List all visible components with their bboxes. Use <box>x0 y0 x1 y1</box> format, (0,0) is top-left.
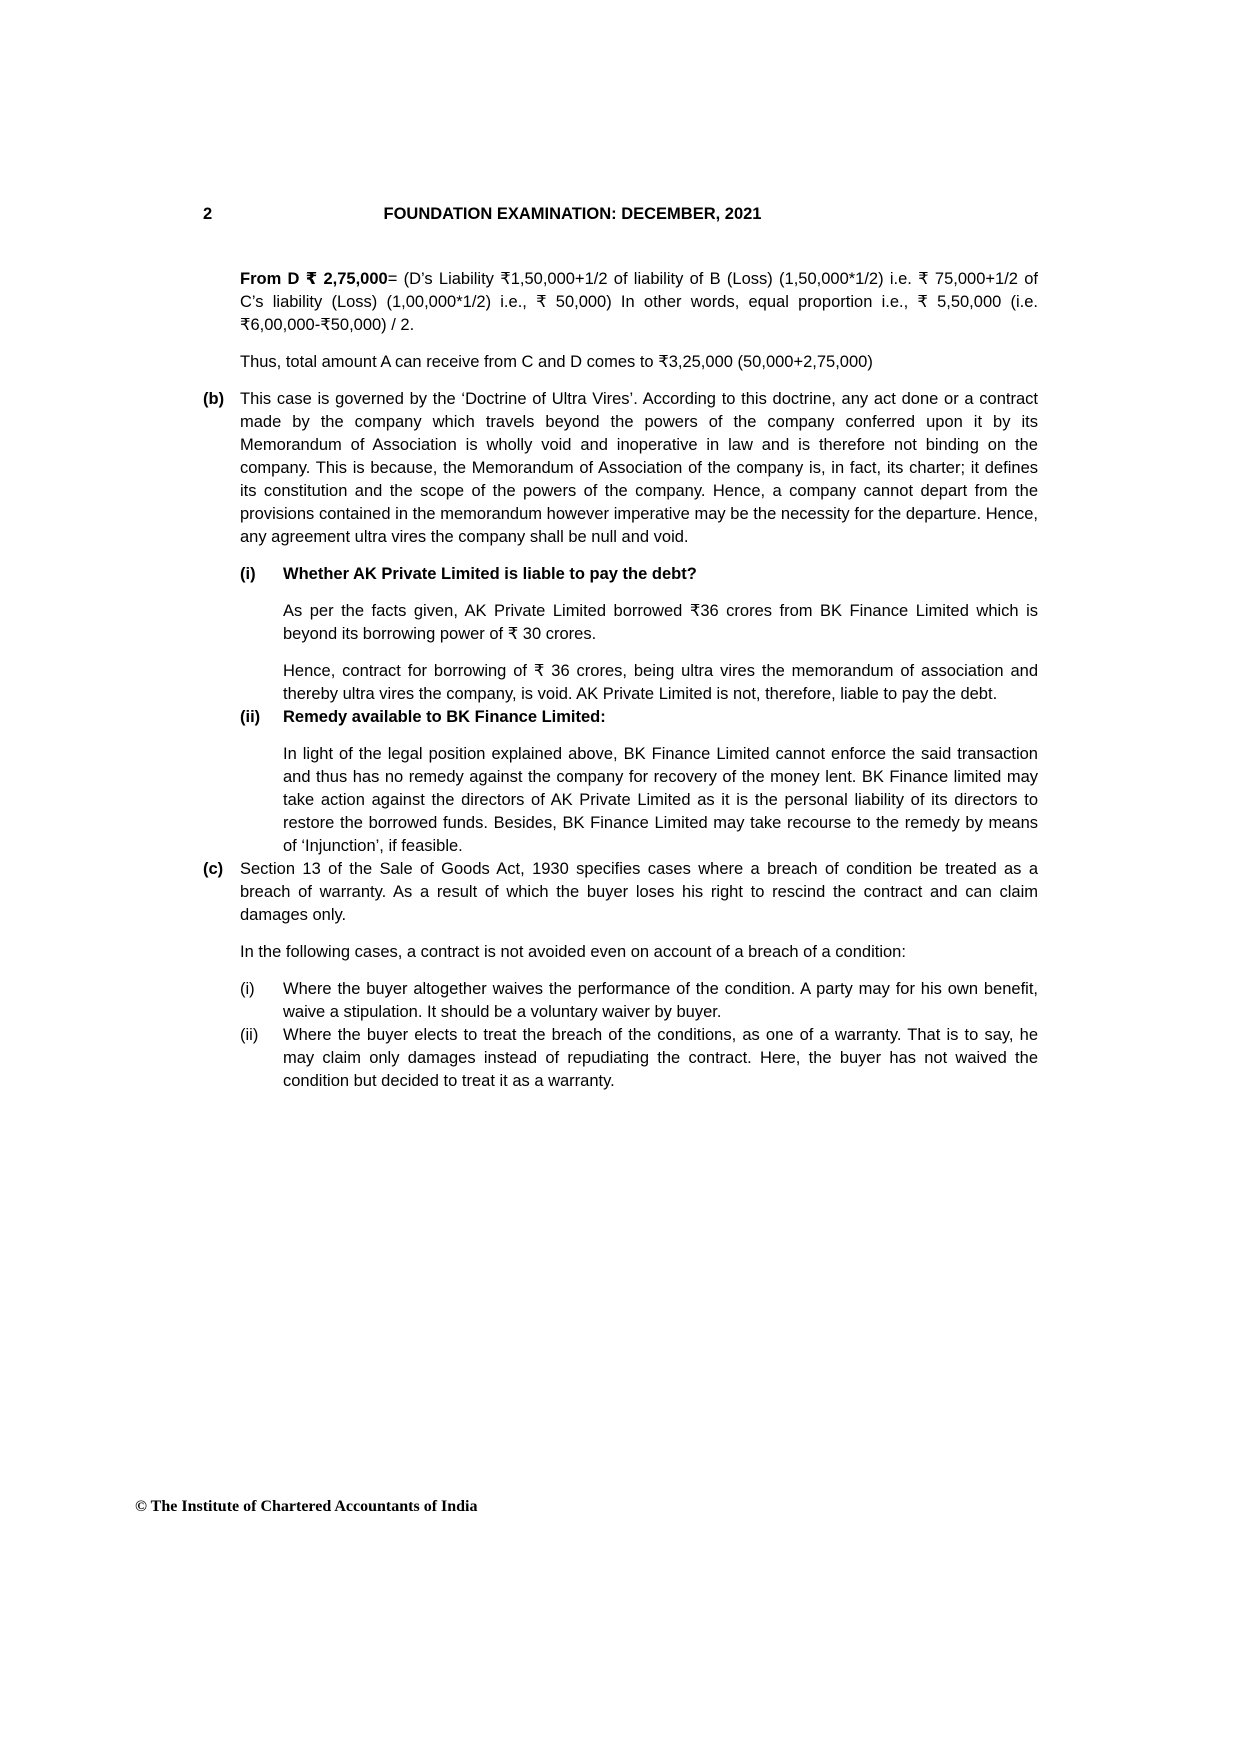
answer-b-sub-ii-heading: Remedy available to BK Finance Limited: <box>283 708 606 726</box>
answer-a-lead-bold: From D ₹ 2,75,000 <box>240 270 388 288</box>
answer-b-sub-ii-label: (ii) <box>240 708 261 726</box>
answer-b-sub-i-label: (i) <box>240 565 256 583</box>
answer-c-sub-ii-body <box>283 1024 1038 1093</box>
answer-c-sub-item-ii <box>240 1024 1038 1093</box>
answer-c-body <box>240 858 1038 1093</box>
answer-b-sub-i-paragraph-2: Hence, contract for borrowing of ₹ 36 crores, being ultra vires the memorandum of association and thereby ultra vires the company, is void. AK Private Limited is not, therefore, liable to pay the debt. <box>283 662 1038 703</box>
answer-c-paragraph-2: In the following cases, a contract is not avoided even on account of a breach of a condition: <box>240 943 906 961</box>
answer-b-intro-paragraph: This case is governed by the ‘Doctrine of Ultra Vires’. According to this doctrine, any act done or a contract made by the company which travels beyond the powers of the company conferred upon it by its Memorandum of Association is wholly void and inoperative in law and is therefore not binding on the company. This is because, the Memorandum of Association of the company is, in fact, its charter; it defines its constitution and the scope of the powers of the company. Hence, a company cannot depart from the provisions contained in the memorandum however imperative may be the necessity for the departure. Hence, any agreement ultra vires the company shall be null and void. <box>240 390 1038 546</box>
answer-c-sub-i-label: (i) <box>240 980 255 998</box>
answer-a-total-paragraph: Thus, total amount A can receive from C and D comes to ₹3,25,000 (50,000+2,75,000) <box>240 353 873 371</box>
answer-c-paragraph-1: Section 13 of the Sale of Goods Act, 1930 specifies cases where a breach of condition be treated as a breach of warranty. As a result of which the buyer loses his right to rescind the contract and can claim damages only. <box>240 860 1038 924</box>
answer-b-body <box>240 388 1038 858</box>
answer-b-sub-i-paragraph-1: As per the facts given, AK Private Limited borrowed ₹36 crores from BK Finance Limited which is beyond its borrowing power of ₹ 30 crores. <box>283 602 1038 643</box>
page-number: 2 <box>203 205 213 223</box>
answer-b-label: (b) <box>203 390 225 408</box>
copyright-text: © The Institute of Chartered Accountants of India <box>135 1498 478 1515</box>
document-body <box>203 268 1038 1093</box>
answer-a-lead-rest: = (D’s Liability ₹1,50,000+1/2 of liability of B (Loss) (1,50,000*1/2) i.e. ₹ 75,000+1/2 of C’s liability (Loss) (1,00,000*1/2) i.e., ₹ 50,000) In other words, equal proportion i.e., ₹ 5,50,000 (i.e.₹6,00,000-₹50,000) / 2. <box>240 270 1038 334</box>
answer-c-sub-ii-paragraph: Where the buyer elects to treat the breach of the conditions, as one of a warranty. That is to say, he may claim only damages instead of repudiating the contract. Here, the buyer has not waived the condition but decided to treat it as a warranty. <box>283 1026 1038 1090</box>
answer-item-c <box>203 858 1038 1093</box>
answer-b-sub-item-ii <box>240 706 1038 858</box>
answer-c-sub-item-i <box>240 978 1038 1024</box>
page-header <box>203 203 1038 226</box>
page-footer <box>135 1496 478 1518</box>
answer-b-sub-item-i <box>240 563 1038 706</box>
answer-c-sub-i-body <box>283 978 1038 1024</box>
answer-item-b <box>203 388 1038 858</box>
answer-c-label: (c) <box>203 860 224 878</box>
answer-a-derivation-paragraph <box>240 268 1038 337</box>
answer-b-sub-ii-paragraph-1: In light of the legal position explained above, BK Finance Limited cannot enforce the said transaction and thus has no remedy against the company for recovery of the money lent. BK Finance limited may take action against the directors of AK Private Limited as it is the personal liability of its directors to restore the borrowed funds. Besides, BK Finance Limited may take recourse to the remedy by means of ‘Injunction’, if feasible. <box>283 745 1038 855</box>
answer-c-sub-i-paragraph: Where the buyer altogether waives the performance of the condition. A party may for his own benefit, waive a stipulation. It should be a voluntary waiver by buyer. <box>283 980 1038 1021</box>
answer-c-sub-ii-label: (ii) <box>240 1026 259 1044</box>
answer-b-sub-ii-body <box>283 706 1038 858</box>
header-title: FOUNDATION EXAMINATION: DECEMBER, 2021 <box>383 205 762 223</box>
answer-b-sub-i-heading: Whether AK Private Limited is liable to pay the debt? <box>283 565 697 583</box>
answer-b-sub-i-body <box>283 563 1038 706</box>
